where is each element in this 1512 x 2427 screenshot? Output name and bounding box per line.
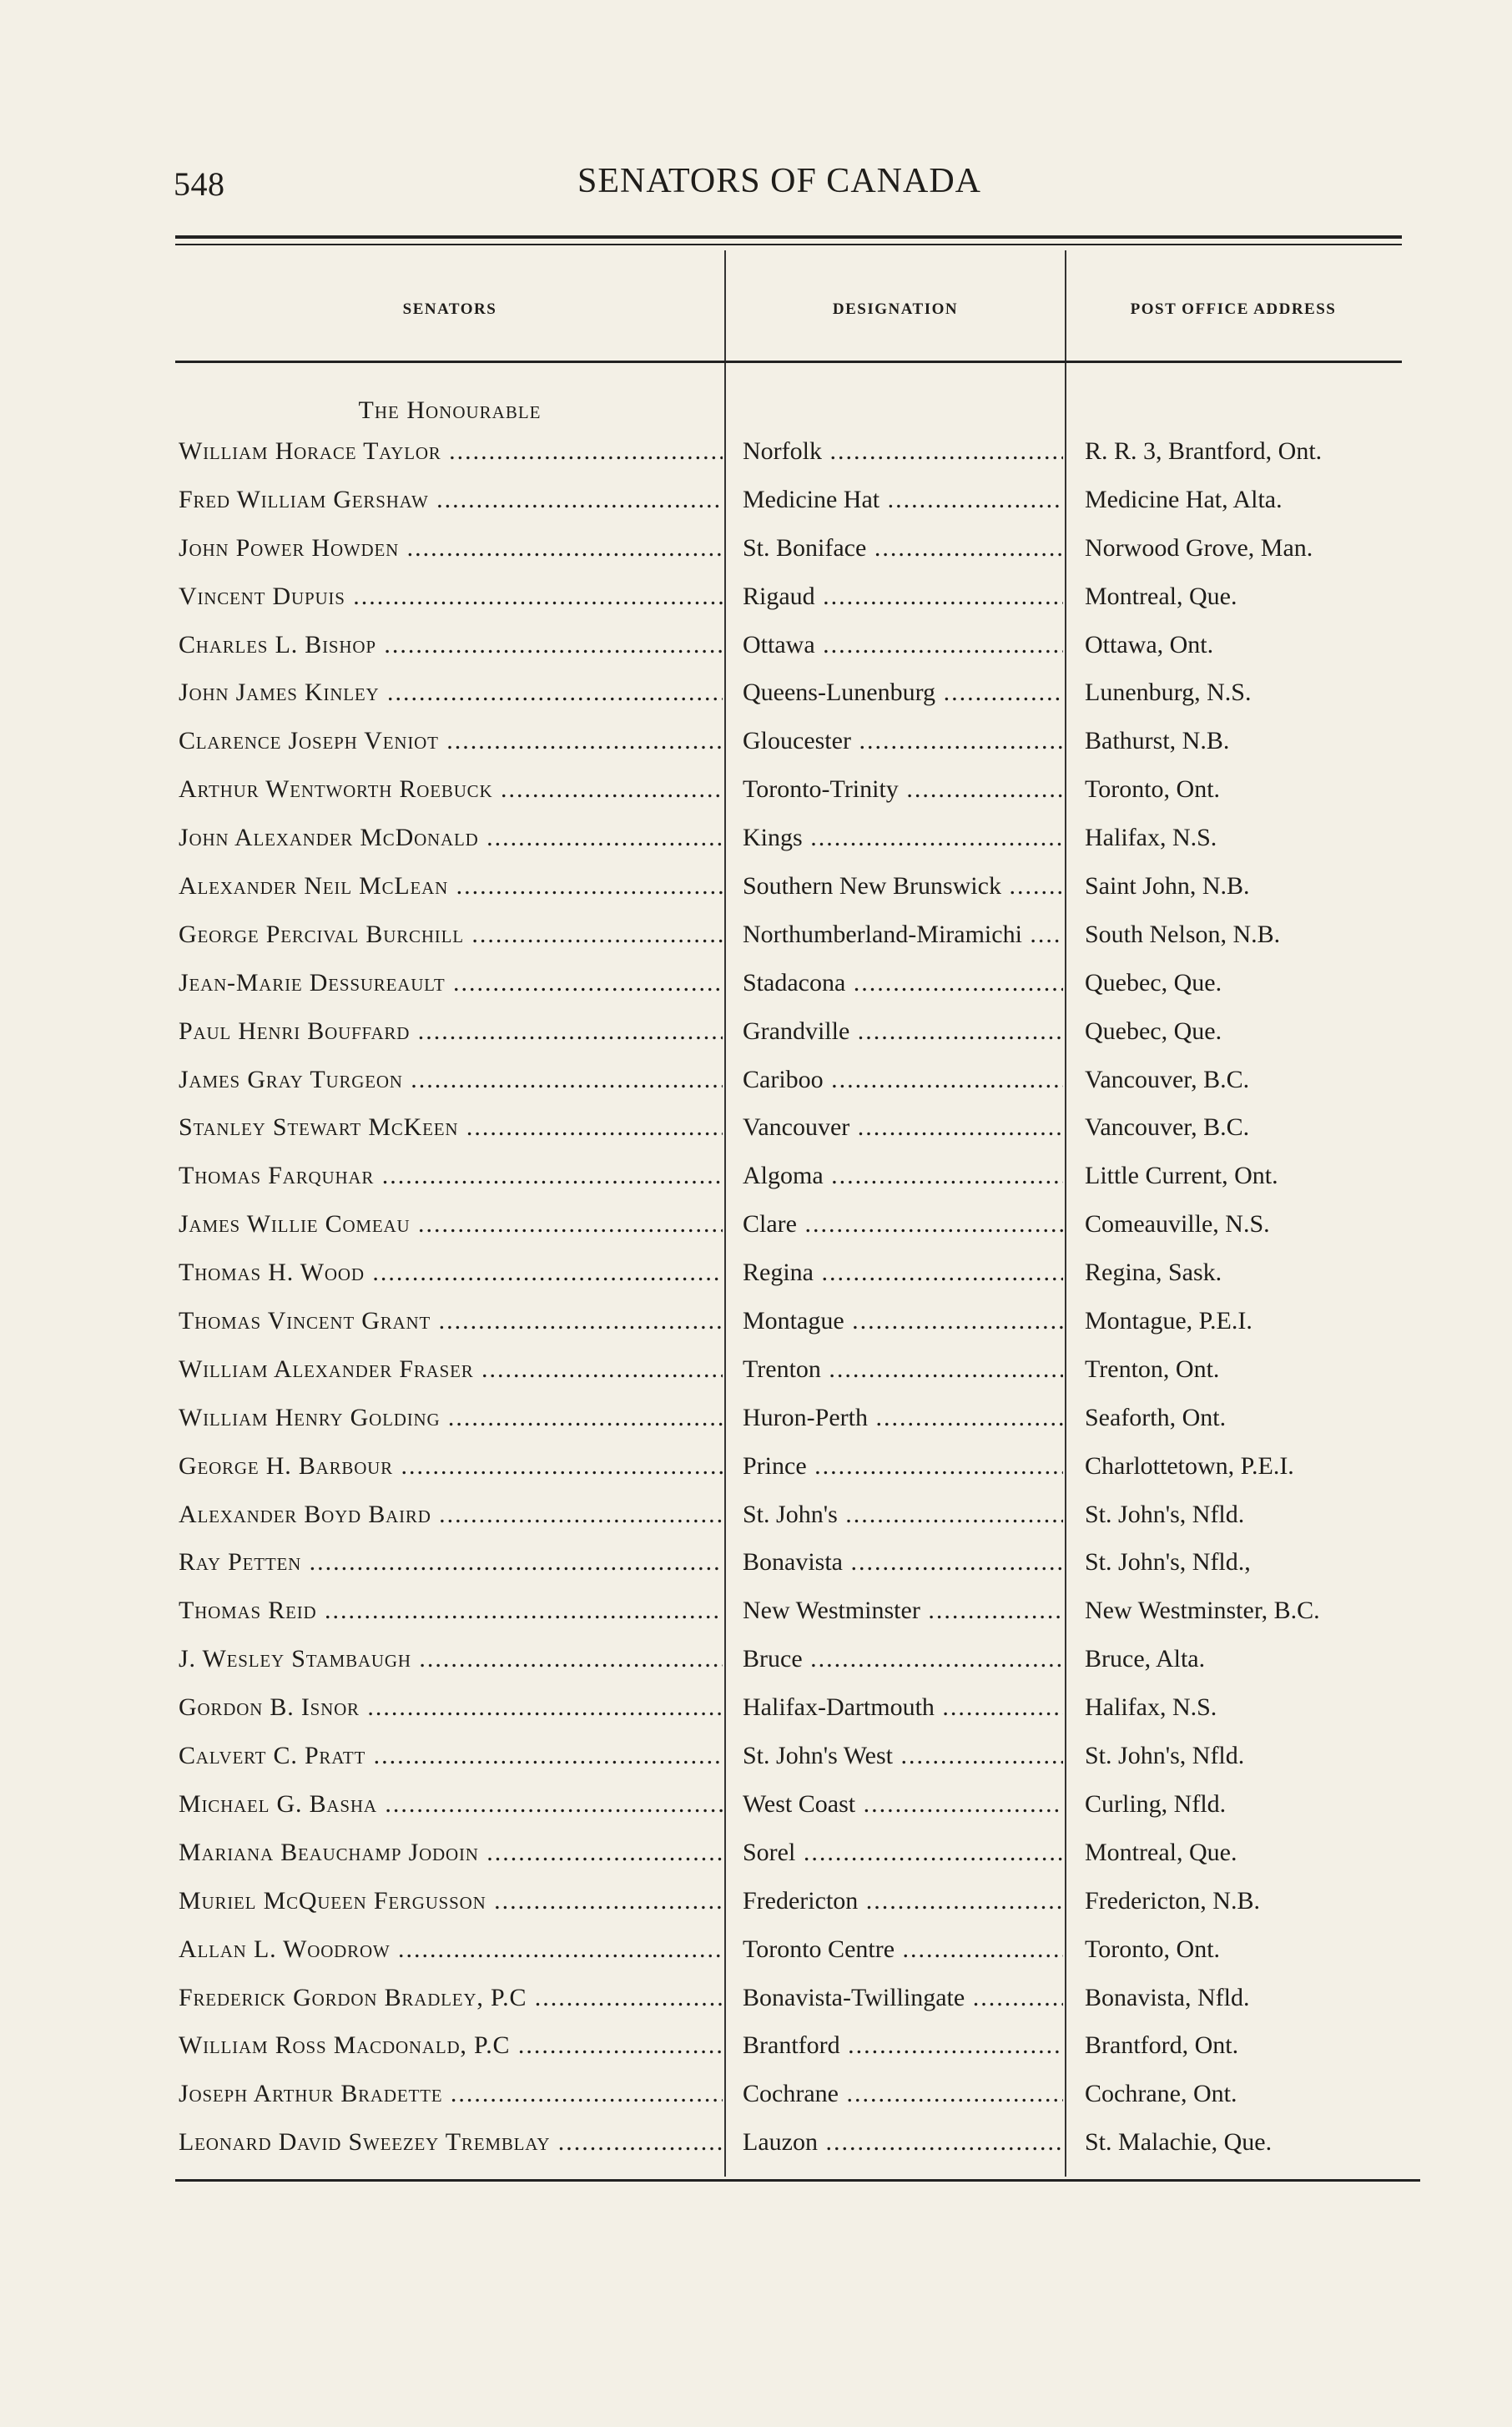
table-row [0, 626, 1512, 674]
designation-text: Trenton ..... [743, 1355, 1063, 1383]
senator-name-text: Alexander Boyd Baird ..... [179, 1501, 723, 1528]
designation-text: Algoma ..... [743, 1162, 1063, 1189]
table-row [0, 770, 1512, 819]
senator-name [179, 1404, 723, 1432]
senator-name-text: Jean-Marie Dessureault ..... [179, 969, 723, 997]
post-office-address: St. Malachie, Que. [1085, 2128, 1273, 2157]
designation-text: St. John's West ..... [743, 1742, 1063, 1769]
designation [743, 872, 1063, 901]
senator-name [179, 437, 723, 466]
senator-name [179, 1742, 723, 1770]
senator-name [179, 679, 723, 707]
post-office-address: Trenton, Ont. [1085, 1355, 1220, 1383]
table-row [0, 2075, 1512, 2123]
senator-name-text: George Percival Burchill ..... [179, 921, 723, 948]
post-office-address: St. John's, Nfld., [1085, 1548, 1251, 1577]
designation [743, 1984, 1063, 2012]
table-row [0, 964, 1512, 1012]
designation-text: Huron-Perth ..... [743, 1404, 1063, 1431]
designation-text: Halifax-Dartmouth ..... [743, 1693, 1063, 1721]
table-row [0, 2026, 1512, 2075]
column-header-senators: SENATORS [402, 300, 497, 318]
senator-name-text: Leonard David Sweezey Tremblay ..... [179, 2128, 723, 2156]
post-office-address: South Nelson, N.B. [1085, 920, 1281, 948]
senator-name [179, 1259, 723, 1287]
post-office-address: Montague, P.E.I. [1085, 1307, 1252, 1335]
designation-text: St. Boniface ..... [743, 534, 1063, 562]
post-office-address: St. John's, Nfld. [1085, 1742, 1245, 1770]
table-row [0, 1012, 1512, 1061]
designation-text: Ottawa ..... [743, 631, 1063, 658]
designation [743, 534, 1063, 563]
designation-text: Toronto-Trinity ..... [743, 775, 1063, 803]
senator-name [179, 969, 723, 997]
column-header-address: POST OFFICE ADDRESS [1130, 300, 1337, 318]
table-row [0, 1205, 1512, 1254]
table-row [0, 722, 1512, 770]
designation-text: Grandville ..... [743, 1017, 1063, 1045]
designation [743, 1597, 1063, 1625]
senator-name [179, 1017, 723, 1046]
senator-name [179, 631, 723, 659]
table-row [0, 432, 1512, 481]
senator-name [179, 2128, 723, 2157]
senator-name [179, 2080, 723, 2108]
post-office-address: Little Current, Ont. [1085, 1162, 1278, 1190]
designation [743, 679, 1063, 707]
post-office-address: Comeauville, N.S. [1085, 1210, 1270, 1239]
senator-name-text: Thomas Farquhar ..... [179, 1162, 723, 1189]
table-row [0, 481, 1512, 529]
post-office-address: St. John's, Nfld. [1085, 1500, 1245, 1528]
post-office-address: R. R. 3, Brantford, Ont. [1085, 437, 1323, 465]
designation [743, 1452, 1063, 1481]
table-row [0, 1640, 1512, 1688]
designation [743, 1162, 1063, 1190]
designation [743, 1548, 1063, 1577]
senator-name-text: Fred William Gershaw ..... [179, 486, 723, 513]
senator-name-text: Thomas H. Wood ..... [179, 1259, 723, 1286]
table-row [0, 1447, 1512, 1496]
post-office-address: Halifax, N.S. [1085, 1693, 1217, 1722]
designation-text: Bonavista-Twillingate ..... [743, 1984, 1063, 2011]
post-office-address: Vancouver, B.C. [1085, 1113, 1250, 1142]
senator-name-text: Joseph Arthur Bradette ..... [179, 2080, 723, 2107]
designation [743, 1404, 1063, 1432]
senator-name-text: Muriel McQueen Fergusson ..... [179, 1887, 723, 1915]
designation [743, 2128, 1063, 2157]
designation-text: Kings ..... [743, 824, 1063, 851]
senators-table-body [0, 432, 1512, 2172]
table-row [0, 2123, 1512, 2172]
table-row [0, 1737, 1512, 1785]
senator-name-text: Frederick Gordon Bradley, P.C ..... [179, 1984, 723, 2011]
designation [743, 1742, 1063, 1770]
designation-text: Vancouver ..... [743, 1113, 1063, 1141]
bottom-rule [175, 2179, 1420, 2182]
designation-text: West Coast ..... [743, 1790, 1063, 1818]
designation-text: Bruce ..... [743, 1645, 1063, 1673]
table-row [0, 1882, 1512, 1930]
senator-name-text: James Gray Turgeon ..... [179, 1066, 723, 1093]
designation [743, 1693, 1063, 1722]
designation [743, 1839, 1063, 1867]
senator-name-text: William Henry Golding ..... [179, 1404, 723, 1431]
designation [743, 2080, 1063, 2108]
designation-text: Cariboo ..... [743, 1066, 1063, 1093]
post-office-address: Bruce, Alta. [1085, 1645, 1206, 1673]
designation-text: Toronto Centre ..... [743, 1935, 1063, 1963]
post-office-address: Montreal, Que. [1085, 582, 1237, 610]
senator-name [179, 1066, 723, 1094]
senator-name-text: J. Wesley Stambaugh ..... [179, 1645, 723, 1673]
designation [743, 1066, 1063, 1094]
table-row [0, 529, 1512, 578]
senator-name-text: Mariana Beauchamp Jodoin ..... [179, 1839, 723, 1866]
designation-text: Queens-Lunenburg ..... [743, 679, 1063, 706]
senator-name [179, 872, 723, 901]
post-office-address: Halifax, N.S. [1085, 824, 1217, 852]
senator-name [179, 1984, 723, 2012]
table-row [0, 1543, 1512, 1592]
table-row [0, 819, 1512, 867]
top-rule-thin [175, 244, 1402, 245]
designation-text: Rigaud ..... [743, 583, 1063, 610]
post-office-address: Charlottetown, P.E.I. [1085, 1451, 1294, 1480]
designation [743, 1501, 1063, 1529]
senator-name [179, 534, 723, 563]
table-row [0, 1061, 1512, 1109]
senator-name-text: Paul Henri Bouffard ..... [179, 1017, 723, 1045]
senator-name [179, 1355, 723, 1384]
post-office-address: Curling, Nfld. [1085, 1789, 1227, 1818]
senator-name [179, 775, 723, 804]
senator-name-text: Michael G. Basha ..... [179, 1790, 723, 1818]
post-office-address: Bonavista, Nfld. [1085, 1983, 1250, 2011]
senator-name-text: Ray Petten ..... [179, 1548, 723, 1576]
designation [743, 631, 1063, 659]
table-row [0, 1592, 1512, 1640]
senator-name [179, 1839, 723, 1867]
designation-text: Gloucester ..... [743, 727, 1063, 754]
designation [743, 1017, 1063, 1046]
senator-name [179, 1501, 723, 1529]
senator-name-text: Thomas Vincent Grant ..... [179, 1307, 723, 1335]
senator-name [179, 921, 723, 949]
table-row [0, 1979, 1512, 2027]
senator-name-text: Calvert C. Pratt ..... [179, 1742, 723, 1769]
designation [743, 583, 1063, 611]
senator-name-text: Vincent Dupuis ..... [179, 583, 723, 610]
senator-name-text: John James Kinley ..... [179, 679, 723, 706]
designation [743, 1887, 1063, 1915]
post-office-address: Lunenburg, N.S. [1085, 679, 1252, 707]
designation-text: Southern New Brunswick ..... [743, 872, 1063, 900]
designation [743, 2031, 1063, 2060]
senator-name-text: Stanley Stewart McKeen ..... [179, 1113, 723, 1141]
senator-name [179, 1935, 723, 1964]
post-office-address: New Westminster, B.C. [1085, 1597, 1320, 1625]
post-office-address: Cochrane, Ont. [1085, 2080, 1237, 2108]
designation-text: Prince ..... [743, 1452, 1063, 1480]
post-office-address: Medicine Hat, Alta. [1085, 485, 1283, 513]
table-row [0, 1785, 1512, 1834]
table-row [0, 1399, 1512, 1447]
senator-name-text: John Power Howden ..... [179, 534, 723, 562]
post-office-address: Quebec, Que. [1085, 968, 1222, 997]
post-office-address: Toronto, Ont. [1085, 1935, 1221, 1963]
post-office-address: Norwood Grove, Man. [1085, 533, 1313, 562]
senator-name [179, 1162, 723, 1190]
senator-name-text: John Alexander McDonald ..... [179, 824, 723, 851]
table-row [0, 867, 1512, 916]
header-rule [175, 361, 1402, 363]
post-office-address: Montreal, Que. [1085, 1838, 1237, 1866]
table-row [0, 1834, 1512, 1882]
senator-name-text: William Horace Taylor ..... [179, 437, 723, 465]
table-row [0, 578, 1512, 626]
designation [743, 1259, 1063, 1287]
table-row [0, 1157, 1512, 1205]
senator-name [179, 486, 723, 514]
post-office-address: Saint John, N.B. [1085, 872, 1250, 901]
designation-text: Medicine Hat ..... [743, 486, 1063, 513]
post-office-address: Vancouver, B.C. [1085, 1065, 1250, 1093]
designation [743, 921, 1063, 949]
senator-name-text: Charles L. Bishop ..... [179, 631, 723, 658]
designation-text: Stadacona ..... [743, 969, 1063, 997]
senator-name-text: William Alexander Fraser ..... [179, 1355, 723, 1383]
post-office-address: Brantford, Ont. [1085, 2031, 1239, 2060]
page-title: SENATORS OF CANADA [577, 162, 981, 200]
post-office-address: Bathurst, N.B. [1085, 727, 1230, 755]
designation [743, 1210, 1063, 1239]
table-row [0, 1302, 1512, 1350]
designation [743, 1935, 1063, 1964]
designation-text: Montague ..... [743, 1307, 1063, 1335]
designation [743, 1355, 1063, 1384]
senator-name-text: Allan L. Woodrow ..... [179, 1935, 723, 1963]
senator-name-text: Clarence Joseph Veniot ..... [179, 727, 723, 754]
table-row [0, 1688, 1512, 1737]
table-row [0, 1108, 1512, 1157]
senator-name [179, 1307, 723, 1335]
page-number: 548 [174, 165, 225, 203]
post-office-address: Fredericton, N.B. [1085, 1886, 1260, 1915]
senator-name [179, 1645, 723, 1673]
designation-text: Norfolk ..... [743, 437, 1063, 465]
designation-text: Clare ..... [743, 1210, 1063, 1238]
post-office-address: Toronto, Ont. [1085, 775, 1221, 804]
senator-name-text: Alexander Neil McLean ..... [179, 872, 723, 900]
designation-text: Sorel ..... [743, 1839, 1063, 1866]
post-office-address: Ottawa, Ont. [1085, 630, 1214, 658]
designation-text: Fredericton ..... [743, 1887, 1063, 1915]
senator-name-text: William Ross Macdonald, P.C ..... [179, 2031, 723, 2059]
designation-text: Regina ..... [743, 1259, 1063, 1286]
designation [743, 1113, 1063, 1142]
designation [743, 775, 1063, 804]
senator-name [179, 824, 723, 852]
post-office-address: Quebec, Que. [1085, 1017, 1222, 1045]
senator-name [179, 1887, 723, 1915]
senator-name [179, 727, 723, 755]
senator-name-text: James Willie Comeau ..... [179, 1210, 723, 1238]
senator-name [179, 1693, 723, 1722]
designation [743, 486, 1063, 514]
table-row [0, 916, 1512, 964]
column-header-designation: DESIGNATION [832, 300, 959, 318]
senator-name [179, 1210, 723, 1239]
senator-name-text: Thomas Reid ..... [179, 1597, 723, 1624]
designation [743, 824, 1063, 852]
senator-name [179, 2031, 723, 2060]
designation [743, 969, 1063, 997]
designation [743, 437, 1063, 466]
senator-name [179, 1548, 723, 1577]
designation-text: Northumberland-Miramichi ..... [743, 921, 1063, 948]
post-office-address: Regina, Sask. [1085, 1259, 1222, 1287]
senator-name [179, 1790, 723, 1819]
honourable-subheading: The Honourable [358, 396, 542, 424]
senator-name-text: George H. Barbour ..... [179, 1452, 723, 1480]
senator-name [179, 1452, 723, 1481]
designation-text: St. John's ..... [743, 1501, 1063, 1528]
table-row [0, 1930, 1512, 1979]
senator-name [179, 1597, 723, 1625]
post-office-address: Seaforth, Ont. [1085, 1403, 1227, 1431]
designation-text: New Westminster ..... [743, 1597, 1063, 1624]
designation-text: Lauzon ..... [743, 2128, 1063, 2156]
designation [743, 1790, 1063, 1819]
designation-text: Cochrane ..... [743, 2080, 1063, 2107]
designation-text: Bonavista ..... [743, 1548, 1063, 1576]
table-row [0, 674, 1512, 722]
senator-name [179, 1113, 723, 1142]
senator-name [179, 583, 723, 611]
table-row [0, 1254, 1512, 1302]
table-row [0, 1350, 1512, 1399]
top-rule-thick [175, 235, 1402, 239]
designation [743, 727, 1063, 755]
designation-text: Brantford ..... [743, 2031, 1063, 2059]
designation [743, 1307, 1063, 1335]
senator-name-text: Gordon B. Isnor ..... [179, 1693, 723, 1721]
designation [743, 1645, 1063, 1673]
senator-name-text: Arthur Wentworth Roebuck ..... [179, 775, 723, 803]
table-row [0, 1496, 1512, 1544]
